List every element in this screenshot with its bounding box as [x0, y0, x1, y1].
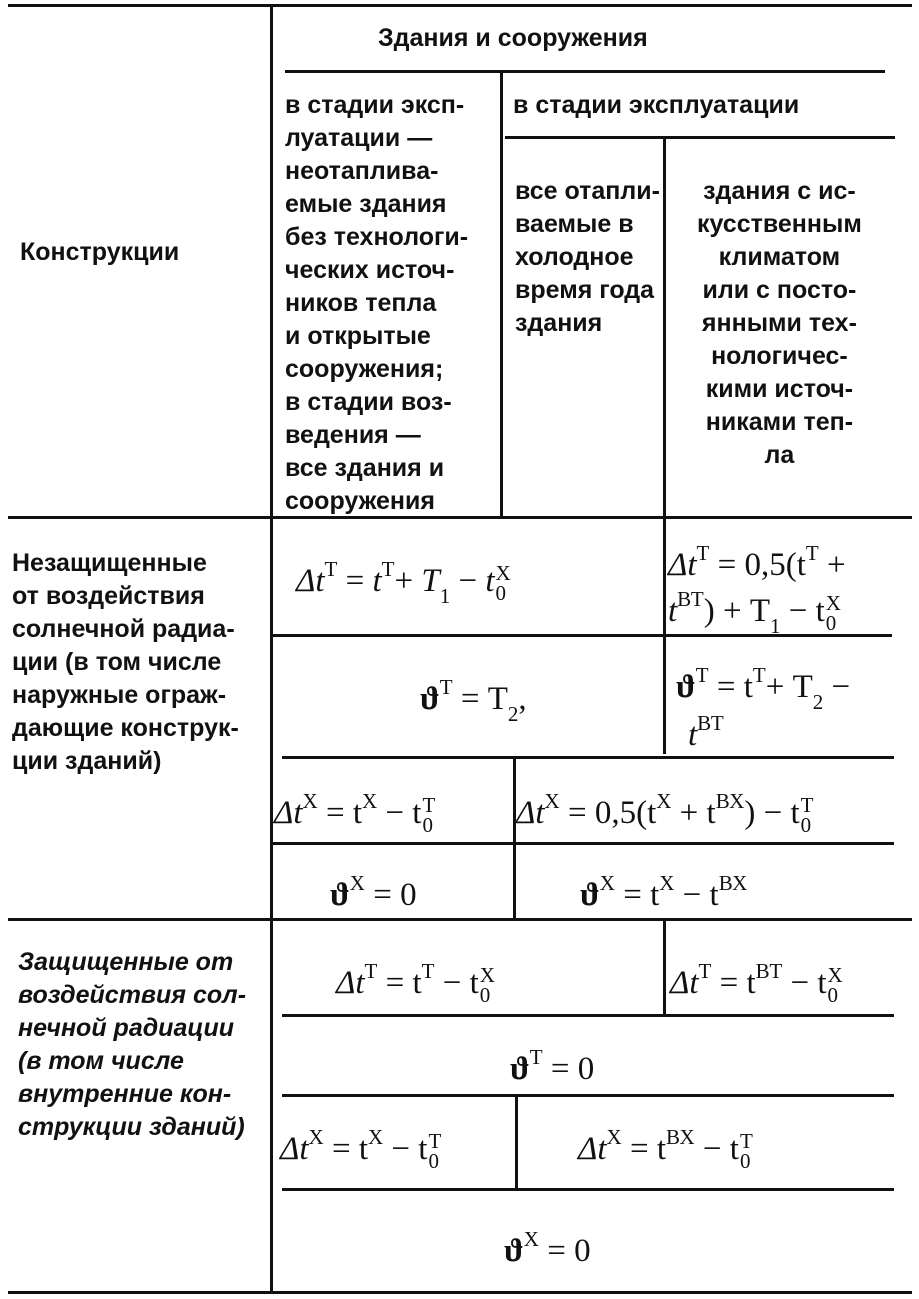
divider-main [270, 4, 273, 1293]
formula-protected-cold-delta-a: $\Delta t^Х = t^Х - t$ Т 0 [280, 1125, 442, 1174]
divider-header-a [500, 72, 503, 518]
label-unprotected: Незащищенные от воздействия солнечной радиа- ции (в том числе наружные ограж- дающие конструк- ции зданий) [12, 549, 239, 775]
header-group-rule [285, 70, 885, 73]
bottom-rule [8, 1291, 912, 1294]
header-bc-rule [505, 136, 895, 139]
divider-header-bc [663, 138, 666, 518]
header-col-c: здания с ис- кусственным климатом или с посто- янными тех- нологичес- кими источ- никами теп- ла [697, 177, 862, 469]
formula-protected-heat-delta-b: $\Delta t^Т = t^{ВТ} - t$ Х 0 [670, 959, 843, 1008]
rule-g1-g3 [282, 1014, 894, 1017]
formula-protected-cold-theta: $ϑ^Х = 0$ [504, 1227, 591, 1269]
label-protected: Защищенные от воздействия сол- нечной радиации (в том числе внутренние кон- струкции зданий) [18, 948, 247, 1141]
rule-g4-g6 [282, 1188, 894, 1191]
divider-g1-g2 [663, 920, 666, 1016]
formula-heat-delta-b-line1: $\Delta t^Т = 0,5(t^Т$ + [668, 541, 846, 583]
header-col-a: в стадии эксп- луатации — неотаплива- емые здания без технологи- ческих источ- ников тепла и открытые сооружения; в стадии воз- ведения — все здания и сооружения [285, 91, 469, 515]
formula-cold-delta-b: $\Delta t^Х = 0,5(t^Х + t^{ВХ}) - t$ Т 0 [516, 789, 814, 838]
header-group-title: Здания и сооружения [378, 24, 648, 52]
formula-heat-delta-a: $\Delta t^Т = t^Т+ T_1 - t$ Х 0 [296, 557, 511, 608]
formula-protected-cold-delta-b: $\Delta t^Х = t^{ВХ} - t$ Т 0 [578, 1125, 753, 1174]
rule-f3-f5 [282, 756, 894, 759]
formula-heat-theta-b-line1: $ϑ^Т = t^Т+ T_2$ − [676, 663, 851, 714]
header-col-b: все отапли- ваемые в холодное время года здания [515, 177, 660, 337]
section-rule [8, 918, 912, 921]
formula-cold-theta-b: $ϑ^Х = t^Х - t^{ВХ}$ [580, 871, 748, 913]
formula-heat-delta-b-line2: $t^{ВТ}) + T_1 - t$ Х 0 [668, 587, 841, 638]
formula-cold-delta-a: $\Delta t^Х = t^Х - t$ Т 0 [274, 789, 436, 838]
formula-heat-theta-a: $ϑ^Т = T_2$, [420, 675, 527, 726]
formula-heat-theta-b-line2: $t^{ВТ}$ [688, 711, 724, 753]
divider-f5-f6 [513, 758, 516, 920]
header-col-constructions: Конструкции [20, 238, 180, 266]
rule-f5-f7 [272, 842, 894, 845]
top-rule [8, 4, 912, 7]
formula-protected-heat-delta-a: $\Delta t^Т = t^Т - t$ Х 0 [336, 959, 495, 1008]
rule-g3-g4 [282, 1094, 894, 1097]
formula-protected-heat-theta: $ϑ^Т = 0$ [510, 1045, 595, 1087]
divider-g4-g5 [515, 1096, 518, 1190]
formula-cold-theta-a: $ϑ^Х = 0$ [330, 871, 417, 913]
header-col-bc-title: в стадии эксплуатации [513, 91, 800, 119]
